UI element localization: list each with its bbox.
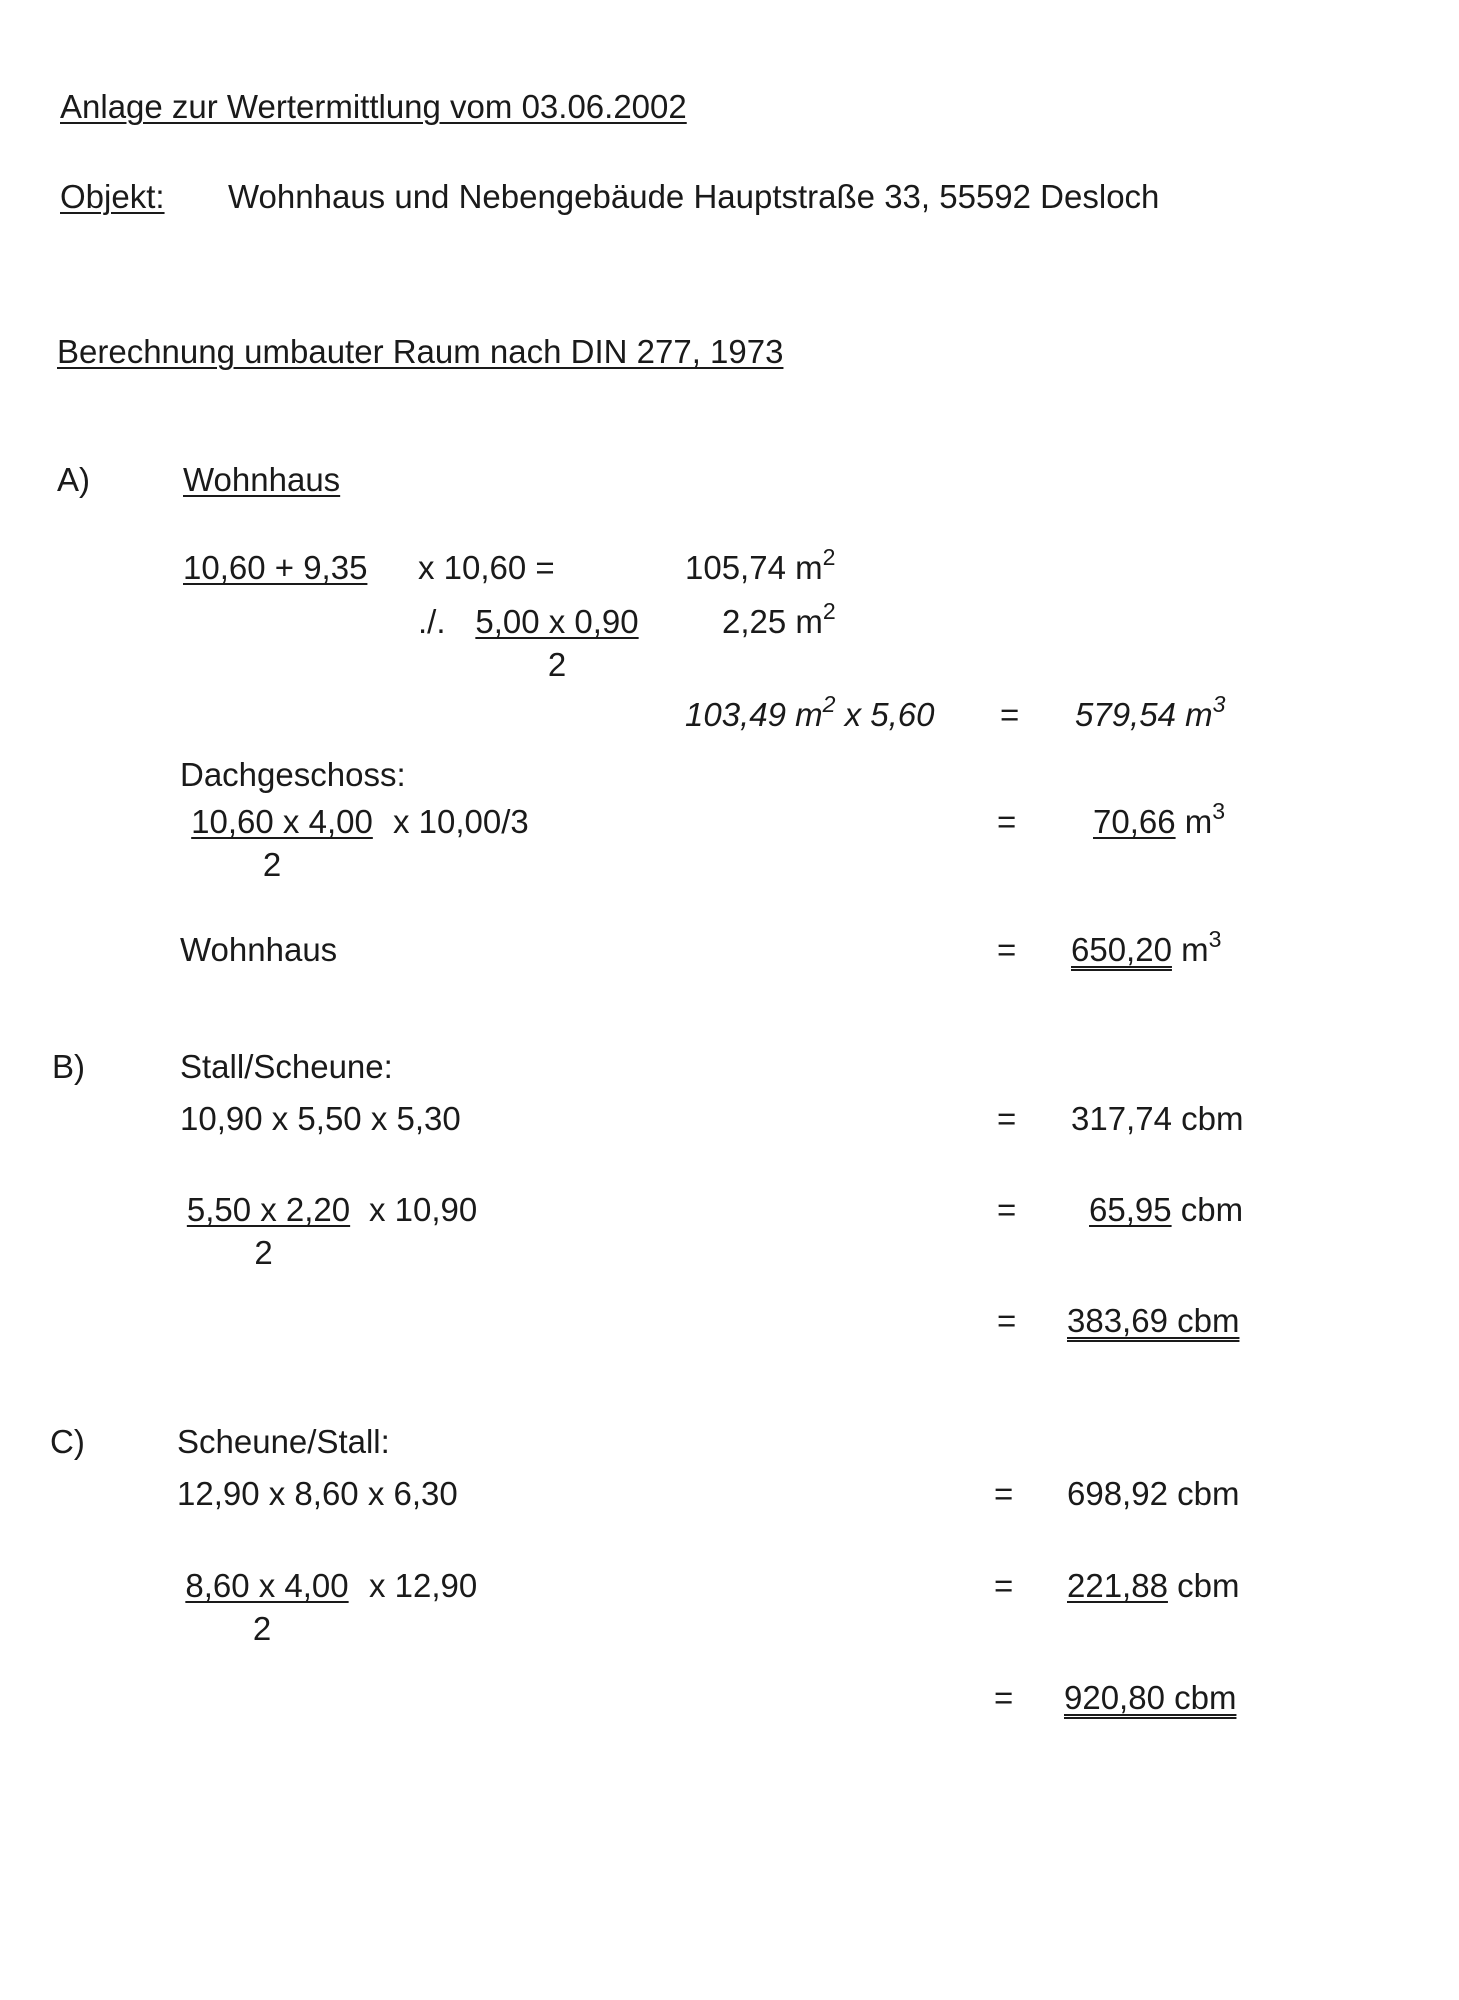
fraction-numerator: 5,00 x 0,90	[475, 603, 639, 640]
fraction-denominator: 2	[252, 1610, 272, 1647]
section-b-total-eq: =	[997, 1302, 1017, 1339]
section-b-line2-result: 65,95 cbm	[1089, 1191, 1244, 1228]
section-c-title: Scheune/Stall:	[177, 1423, 390, 1460]
section-c-line1-eq: =	[994, 1475, 1014, 1512]
annex-title: Anlage zur Wertermittlung vom 03.06.2002	[60, 88, 687, 125]
section-c-letter: C)	[50, 1423, 85, 1460]
calculation-title: Berechnung umbauter Raum nach DIN 277, 1973	[57, 333, 784, 370]
section-a-letter: A)	[57, 461, 90, 498]
section-b-line2-fraction	[177, 1193, 360, 1269]
section-b-line1-expr: 10,90 x 5,50 x 5,30	[180, 1100, 461, 1137]
section-a-total-result: 650,20 $m^3$	[1071, 926, 1222, 968]
section-b-line1-result: 317,74 cbm	[1071, 1100, 1244, 1137]
fraction-numerator: 8,60 x 4,00	[185, 1567, 349, 1604]
roof-fraction	[180, 805, 384, 881]
section-b-line2-eq: =	[997, 1191, 1017, 1228]
fraction-denominator: 2	[547, 646, 567, 683]
fraction-numerator: 10,60 x 4,00	[191, 803, 373, 840]
section-a-line1-numerator: 10,60 + 9,35	[183, 549, 368, 586]
section-b-title: Stall/Scheune:	[180, 1048, 393, 1085]
section-a-line3-expr: 103,49 $m^2$ x 5,60	[685, 691, 935, 733]
section-a-line2-result: 2,25 $m^2$	[722, 598, 836, 640]
section-a-line3-result: 579,54 $m^3$	[1075, 691, 1226, 733]
section-c-line2-fraction	[175, 1569, 359, 1645]
roof-eq: =	[997, 803, 1017, 840]
section-b-line2-rest: x 10,90	[369, 1191, 478, 1228]
section-b-line1-eq: =	[997, 1100, 1017, 1137]
section-a-title: Wohnhaus	[183, 461, 341, 498]
section-b-total-result: 383,69 cbm	[1067, 1302, 1240, 1339]
fraction-numerator: 5,50 x 2,20	[186, 1191, 351, 1228]
section-c-line2-eq: =	[994, 1567, 1014, 1604]
fraction-denominator: 2	[254, 1234, 273, 1271]
section-a-line2-prefix: ./.	[418, 603, 446, 640]
roof-rest: x 10,00/3	[393, 803, 529, 840]
object-value: Wohnhaus und Nebengebäude Hauptstraße 33, 55592 Desloch	[228, 178, 1160, 215]
section-a-line2-fraction	[463, 605, 651, 681]
roof-result: 70,66 $m^3$	[1093, 798, 1226, 840]
section-c-total-eq: =	[994, 1679, 1014, 1716]
object-label: Objekt:	[60, 178, 165, 215]
section-c-line2-rest: x 12,90	[369, 1567, 478, 1604]
section-a-line1-result: 105,74 $m^2$	[685, 544, 836, 586]
section-a-total-eq: =	[997, 931, 1017, 968]
section-c-line1-expr: 12,90 x 8,60 x 6,30	[177, 1475, 458, 1512]
section-c-total-result: 920,80 cbm	[1064, 1679, 1237, 1716]
section-a-total-label: Wohnhaus	[180, 931, 338, 968]
section-a-line3-eq: =	[1000, 696, 1020, 733]
section-a-line1-rest: x 10,60 =	[418, 549, 555, 586]
section-c-line1-result: 698,92 cbm	[1067, 1475, 1240, 1512]
fraction-denominator: 2	[262, 846, 282, 883]
section-b-letter: B)	[52, 1048, 85, 1085]
section-c-line2-result: 221,88 cbm	[1067, 1567, 1240, 1604]
roof-label: Dachgeschoss:	[180, 756, 406, 793]
